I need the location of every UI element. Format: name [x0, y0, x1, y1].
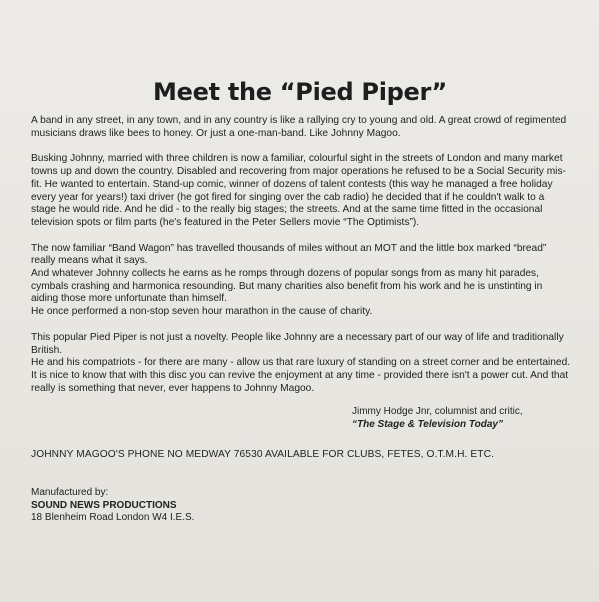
paragraph-band-wagon: The now familiar “Band Wagon” has travelled thousands of miles without an MOT and the little box marked “bread” really means what it says. [31, 242, 547, 267]
booking-phone-line: JOHNNY MAGOO'S PHONE NO MEDWAY 76530 AVAILABLE FOR CLUBS, FETES, O.T.M.H. ETC. [31, 449, 494, 460]
paragraph-charities: And whatever Johnny collects he earns as he romps through dozens of popular songs from as many hit parades, cymbals crashing and harmonica resounding. But many charities also benefit from his work and he is unstinting in aiding those more unfortunate than himself. [31, 268, 543, 305]
manufacturer-label: Manufactured by: [31, 487, 109, 498]
signature-publication: “The Stage & Television Today” [352, 419, 503, 430]
signature-author: Jimmy Hodge Jnr, columnist and critic, [352, 406, 523, 417]
page-title: Meet the “Pied Piper” [153, 78, 447, 106]
paragraph-biography: Busking Johnny, married with three children is now a familiar, colourful sight in the streets of London and many market towns up and down the country. Disabled and recovering from major operations he refused to be a Social Security mis-fit. He wanted to entertain. Stand-up comic, winner of dozens of talent contests (this way he managed a free holiday every year for years!) taxi driver (he got fired for singing over the cab radio) he decided that if he couldn't walk to a stage he would ride. And he did - to the really big stages; the streets. And at the same time fitted in the occasional television spots or film parts (he's featured in the Peter Sellers movie “The Optimists”). [31, 153, 566, 228]
manufacturer-block [31, 487, 331, 525]
paragraph-compatriots: He and his compatriots - for there are many - allow us that rare luxury of standing on a street corner and be entertained. It is nice to know that with this disc you can revive the enjoyment at any time - provided there isn't a power cut. And that really is something that never, ever happens to Johnny Magoo. [31, 357, 571, 394]
paragraph-intro: A band in any street, in any town, and in any country is like a rallying cry to young and old. A great crowd of regimented musicians draws like bees to honey. Or just a one-man-band. Like Johnny Magoo. [31, 115, 567, 139]
liner-notes [31, 115, 571, 395]
signature-block [352, 405, 582, 431]
manufacturer-company: SOUND NEWS PRODUCTIONS [31, 499, 177, 511]
paragraph-novelty: This popular Pied Piper is not just a novelty. People like Johnny are a necessary part of our way of life and traditionally British. [31, 331, 564, 356]
paragraph-marathon: He once performed a non-stop seven hour marathon in the cause of charity. [31, 306, 373, 318]
manufacturer-address: 18 Blenheim Road London W4 I.E.S. [31, 512, 195, 523]
